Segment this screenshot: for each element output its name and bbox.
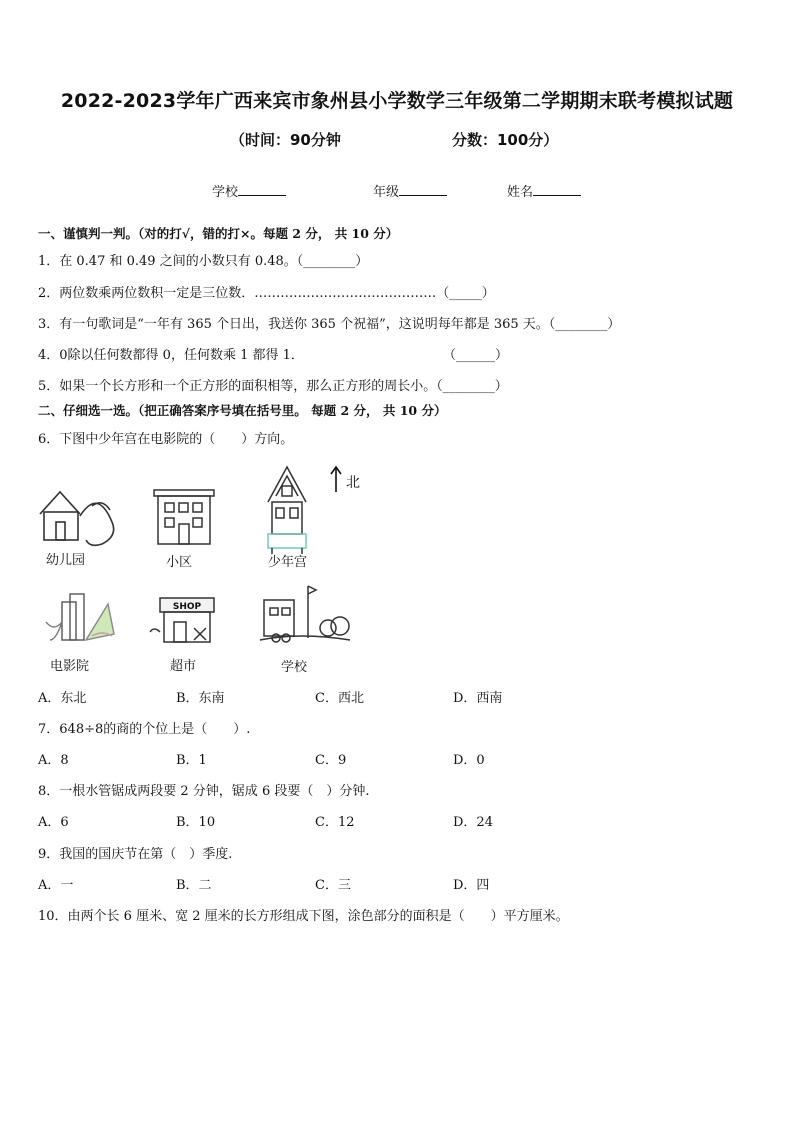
place-supermarket: 超市 (170, 659, 197, 674)
question-1: 1．在 0.47 和 0.49 之间的小数只有 0.48。（________） (38, 254, 369, 269)
q6-option-b[interactable]: B．东南 (176, 691, 225, 706)
name-label: 姓名 (507, 185, 534, 200)
north-arrow-icon (331, 467, 341, 492)
question-3: 3．有一句歌词是“一年有 365 个日出，我送你 365 个祝福”，这说明每年都是 365 天。（________） (38, 317, 621, 332)
grade-blank[interactable] (399, 183, 447, 196)
school-label: 学校 (212, 185, 239, 200)
shop-sign: SHOP (172, 602, 202, 612)
question-9: 9．我国的国庆节在第（ ）季度. (38, 847, 233, 862)
question-4: 4．0除以任何数都得 0，任何数乘 1 都得 1． (38, 348, 304, 363)
exam-time: （时间：90分钟 (230, 131, 341, 149)
q6-option-a[interactable]: A．东北 (38, 691, 87, 706)
place-youth-palace: 少年宫 (268, 555, 308, 570)
exam-score: 分数：100分） (452, 131, 559, 149)
question-2: 2．两位数乘两位数积一定是三位数．……………………………………（_____） (38, 286, 495, 301)
question-10: 10．由两个长 6 厘米、宽 2 厘米的长方形组成下图，涂色部分的面积是（ ）平方厘米。 (38, 909, 569, 924)
name-blank[interactable] (533, 183, 581, 196)
school-icon (260, 586, 350, 642)
q9-option-b[interactable]: B．二 (176, 878, 212, 893)
question-4-answer[interactable]: （______） (443, 348, 509, 363)
q7-option-a[interactable]: A．8 (38, 753, 69, 768)
direction-map-figure (36, 462, 366, 672)
q7-option-b[interactable]: B．1 (176, 753, 207, 768)
place-kindergarten: 幼儿园 (46, 553, 86, 568)
youth-palace-icon (268, 467, 306, 554)
page-title: 2022-2023学年广西来宾市象州县小学数学三年级第二学期期末联考模拟试题 (60, 90, 734, 112)
section1-heading: 一、谨慎判一判。（对的打√，错的打×。每题 2 分， 共 10 分） (38, 226, 399, 241)
question-7: 7．648÷8的商的个位上是（ ）. (38, 722, 251, 737)
q9-option-a[interactable]: A．一 (38, 878, 74, 893)
q8-option-a[interactable]: A．6 (38, 815, 69, 830)
q6-option-d[interactable]: D．西南 (453, 691, 503, 706)
question-6: 6．下图中少年宫在电影院的（ ）方向。 (38, 432, 294, 447)
q7-option-c[interactable]: C．9 (315, 753, 347, 768)
place-cinema: 电影院 (50, 659, 90, 674)
kindergarten-icon (40, 492, 114, 545)
cinema-icon (46, 594, 114, 640)
school-blank[interactable] (238, 183, 286, 196)
place-school: 学校 (281, 660, 308, 675)
q8-option-b[interactable]: B．10 (176, 815, 216, 830)
grade-label: 年级 (373, 185, 400, 200)
question-5: 5．如果一个长方形和一个正方形的面积相等，那么正方形的周长小。（________） (38, 379, 508, 394)
question-8: 8．一根水管锯成两段要 2 分钟，锯成 6 段要（ ）分钟. (38, 784, 370, 799)
q8-option-c[interactable]: C．12 (315, 815, 355, 830)
q6-option-c[interactable]: C．西北 (315, 691, 364, 706)
school-field (212, 181, 286, 200)
q8-option-d[interactable]: D．24 (453, 815, 493, 830)
q9-option-d[interactable]: D．四 (453, 878, 490, 893)
residential-building-icon (154, 490, 214, 544)
q9-option-c[interactable]: C．三 (315, 878, 351, 893)
name-field (507, 181, 581, 200)
section2-heading: 二、仔细选一选。（把正确答案序号填在括号里。 每题 2 分， 共 10 分） (38, 403, 447, 418)
grade-field (373, 181, 447, 200)
north-label: 北 (346, 475, 360, 491)
place-residential: 小区 (166, 555, 193, 570)
q7-option-d[interactable]: D．0 (453, 753, 485, 768)
